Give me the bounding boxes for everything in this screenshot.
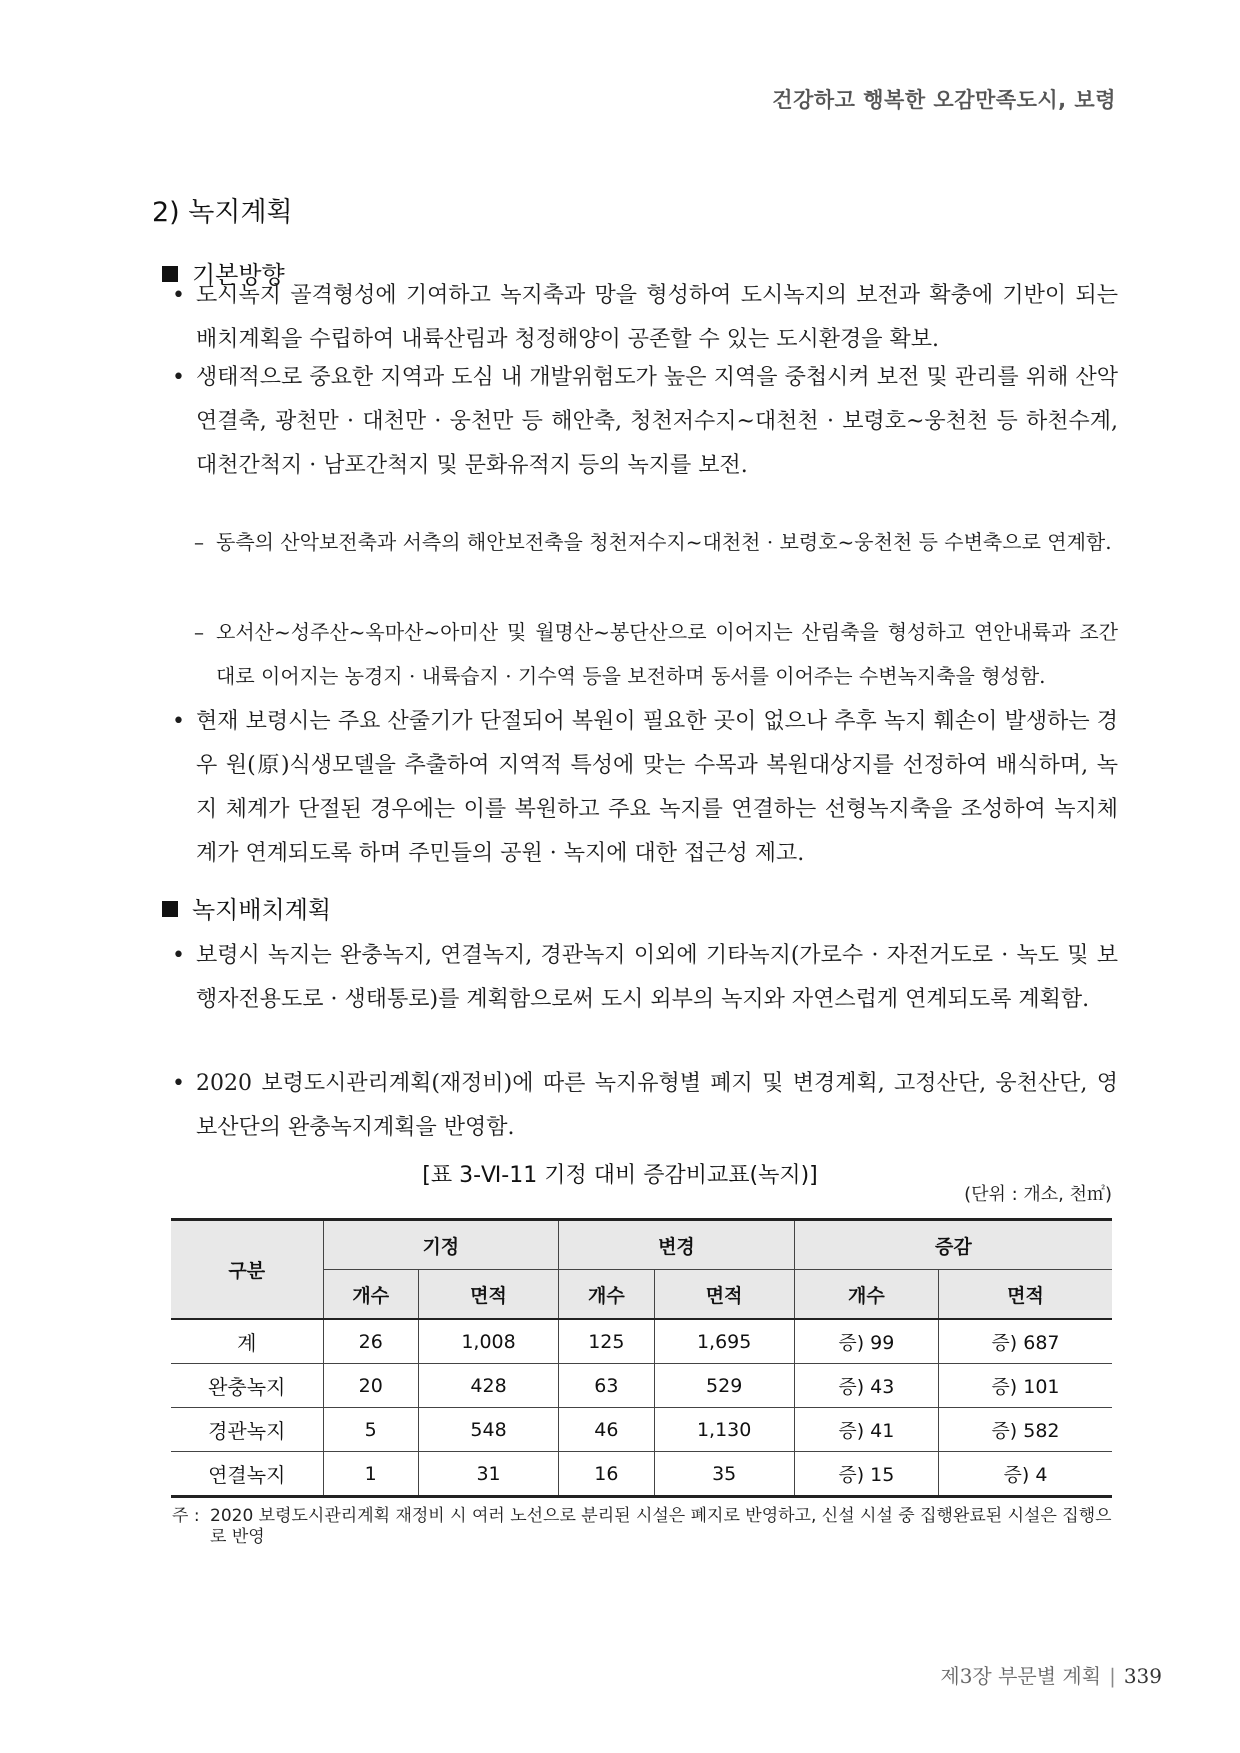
dash-item-2 [194, 610, 1118, 698]
table-cell: 증) 582 [938, 1408, 1112, 1452]
table-cell: 경관녹지 [171, 1408, 323, 1452]
footnote-text: 2020 보령도시관리계획 재정비 시 여러 노선으로 분리된 시설은 폐지로 반영하고, 신설 시설 중 집행완료된 시설은 집행으로 반영 [210, 1506, 1112, 1547]
header-count: 개수 [559, 1270, 654, 1320]
table-cell: 증) 41 [794, 1408, 938, 1452]
table-row [171, 1319, 1112, 1364]
page-footer [940, 1660, 1162, 1689]
table-header-row-1 [171, 1220, 1112, 1270]
footer-separator: | [1109, 1664, 1116, 1688]
section-title: 2) 녹지계획 [152, 197, 293, 228]
table-cell: 증) 43 [794, 1364, 938, 1408]
paragraph-basic-3 [172, 700, 1118, 876]
paragraph-placement-1-text: 보령시 녹지는 완충녹지, 연결녹지, 경관녹지 이외에 기타녹지(가로수 · 자전거도로 · 녹도 및 보행자전용도로 · 생태통로)를 계획함으로써 도시 외부의 녹지와 자연스럽게 연계되도록 계획함. [196, 943, 1118, 1012]
bullet-dot-icon: • [172, 709, 185, 734]
table-cell: 증) 101 [938, 1364, 1112, 1408]
table-cell: 428 [418, 1364, 558, 1408]
header-count: 개수 [323, 1270, 418, 1320]
dash-item-1 [194, 520, 1118, 564]
table-cell: 증) 687 [938, 1319, 1112, 1364]
bullet-dot-icon: • [172, 1071, 185, 1096]
table-cell: 증) 15 [794, 1452, 938, 1497]
dash-item-1-text: 동측의 산악보전축과 서측의 해안보전축을 청천저수지~대천천 · 보령호~웅천천 등 수변축으로 연계함. [216, 530, 1112, 554]
table-cell: 연결녹지 [171, 1452, 323, 1497]
paragraph-basic-3-text: 현재 보령시는 주요 산줄기가 단절되어 복원이 필요한 곳이 없으나 추후 녹지 훼손이 발생하는 경우 원(原)식생모델을 추출하여 지역적 특성에 맞는 수목과 복원대상지를 선정하여 배식하며, 녹지 체계가 단절된 경우에는 이를 복원하고 주요 녹지를 연결하는 선형녹지축을 조성하여 녹지체계가 연계되도록 하며 주민들의 공원 · 녹지에 대한 접근성 제고. [196, 709, 1118, 866]
table-cell: 548 [418, 1408, 558, 1452]
table-cell: 63 [559, 1364, 654, 1408]
heading-green-placement [162, 890, 331, 925]
header-existing: 기정 [323, 1220, 559, 1270]
page-number: 339 [1123, 1664, 1162, 1688]
footnote-label: 주 : [172, 1506, 200, 1526]
table-cell: 529 [654, 1364, 794, 1408]
bullet-dot-icon: • [172, 283, 185, 308]
table-cell: 16 [559, 1452, 654, 1497]
running-header-title: 건강하고 행복한 오감만족도시, 보령 [772, 88, 1116, 112]
table-row [171, 1364, 1112, 1408]
table-cell: 46 [559, 1408, 654, 1452]
table-cell: 31 [418, 1452, 558, 1497]
header-area: 면적 [938, 1270, 1112, 1320]
square-bullet-icon [162, 901, 178, 917]
bullet-dot-icon: • [172, 943, 185, 968]
table-cell: 증) 4 [938, 1452, 1112, 1497]
heading-basic-direction-label: 기본방향 [192, 261, 285, 289]
table-unit-note: (단위 : 개소, 천㎡) [964, 1184, 1112, 1205]
table-cell: 1 [323, 1452, 418, 1497]
table-cell: 20 [323, 1364, 418, 1408]
table-row [171, 1452, 1112, 1497]
table-footnote [172, 1506, 1118, 1548]
table-cell: 1,695 [654, 1319, 794, 1364]
table-cell: 26 [323, 1319, 418, 1364]
table-cell: 증) 99 [794, 1319, 938, 1364]
header-area: 면적 [418, 1270, 558, 1320]
table-caption: [표 3-Ⅵ-11 기정 대비 증감비교표(녹지)] [422, 1163, 818, 1188]
heading-green-placement-label: 녹지배치계획 [192, 896, 332, 924]
paragraph-placement-2 [172, 1062, 1118, 1150]
header-changed: 변경 [559, 1220, 795, 1270]
table-cell: 완충녹지 [171, 1364, 323, 1408]
table-cell: 계 [171, 1319, 323, 1364]
table-row [171, 1408, 1112, 1452]
table-cell: 1,130 [654, 1408, 794, 1452]
footer-chapter: 제3장 부문별 계획 [940, 1664, 1102, 1688]
paragraph-placement-2-text: 2020 보령도시관리계획(재정비)에 따른 녹지유형별 폐지 및 변경계획, 고정산단, 웅천산단, 영보산단의 완충녹지계획을 반영함. [196, 1071, 1118, 1140]
paragraph-basic-2 [172, 356, 1118, 488]
header-count: 개수 [794, 1270, 938, 1320]
paragraph-basic-1 [172, 274, 1118, 362]
table-cell: 125 [559, 1319, 654, 1364]
dash-marker: – [194, 620, 204, 644]
header-category: 구분 [171, 1220, 323, 1320]
paragraph-placement-1 [172, 934, 1118, 1022]
green-comparison-table [171, 1218, 1112, 1498]
dash-marker: – [194, 530, 204, 554]
table-cell: 5 [323, 1408, 418, 1452]
dash-item-2-text: 오서산~성주산~옥마산~아미산 및 월명산~봉단산으로 이어지는 산림축을 형성하고 연안내륙과 조간대로 이어지는 농경지 · 내륙습지 · 기수역 등을 보전하며 동서를 이어주는 수변녹지축을 형성함. [216, 620, 1118, 688]
paragraph-basic-1-text: 도시녹지 골격형성에 기여하고 녹지축과 망을 형성하여 도시녹지의 보전과 확충에 기반이 되는 배치계획을 수립하여 내륙산림과 청정해양이 공존할 수 있는 도시환경을 확보. [196, 283, 1118, 352]
header-diff: 증감 [794, 1220, 1112, 1270]
table-cell: 1,008 [418, 1319, 558, 1364]
header-area: 면적 [654, 1270, 794, 1320]
bullet-dot-icon: • [172, 365, 185, 390]
paragraph-basic-2-text: 생태적으로 중요한 지역과 도심 내 개발위험도가 높은 지역을 중첩시켜 보전 및 관리를 위해 산악연결축, 광천만 · 대천만 · 웅천만 등 해안축, 청천저수지~대천천 · 보령호~웅천천 등 하천수계, 대천간척지 · 남포간척지 및 문화유적지 등의 녹지를 보전. [196, 365, 1118, 478]
table-cell: 35 [654, 1452, 794, 1497]
